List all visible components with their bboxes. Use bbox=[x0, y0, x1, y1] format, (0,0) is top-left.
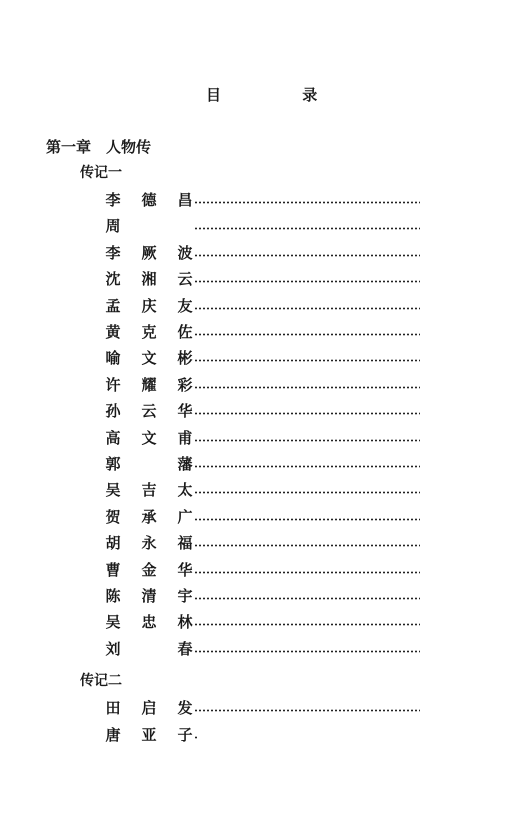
leader-dots bbox=[194, 412, 420, 415]
name-character: 孙 bbox=[105, 402, 121, 421]
name-character: 甫 bbox=[177, 428, 193, 447]
name-character bbox=[140, 215, 158, 236]
person-name bbox=[104, 268, 194, 289]
name-character: 云 bbox=[177, 270, 193, 289]
name-character: 陈 bbox=[105, 587, 121, 605]
toc-entry[interactable] bbox=[104, 215, 424, 235]
person-name bbox=[104, 295, 194, 316]
person-name bbox=[104, 427, 194, 448]
leader-dots bbox=[194, 544, 420, 547]
name-character: 云 bbox=[141, 402, 157, 421]
name-character: 刘 bbox=[105, 639, 121, 658]
toc-entry[interactable] bbox=[104, 585, 424, 605]
leader-dots bbox=[194, 359, 420, 362]
leader-dots bbox=[194, 333, 420, 336]
name-character: 德 bbox=[141, 191, 157, 209]
leader-dots bbox=[194, 623, 420, 626]
person-name bbox=[104, 638, 194, 659]
name-character: 耀 bbox=[141, 375, 157, 394]
toc-entry[interactable] bbox=[104, 374, 424, 394]
toc-entry[interactable] bbox=[104, 427, 424, 447]
name-character: 吴 bbox=[105, 613, 121, 632]
name-character: 昌 bbox=[177, 191, 193, 209]
name-character: 启 bbox=[141, 699, 157, 718]
page-title: 目 录 bbox=[206, 86, 356, 104]
person-name bbox=[104, 215, 194, 236]
name-character: 春 bbox=[177, 639, 193, 658]
name-character: 田 bbox=[105, 699, 121, 718]
name-character: 胡 bbox=[105, 534, 121, 553]
name-character: 周 bbox=[105, 217, 121, 236]
name-character: 承 bbox=[141, 507, 157, 526]
name-character bbox=[176, 215, 194, 236]
name-character: 永 bbox=[141, 534, 157, 553]
toc-entry[interactable] bbox=[104, 189, 424, 209]
name-character: 忠 bbox=[141, 613, 157, 632]
name-character: 发 bbox=[177, 699, 193, 718]
name-character: 华 bbox=[177, 560, 193, 579]
name-character: 厥 bbox=[141, 243, 157, 262]
leader-dots bbox=[194, 518, 420, 521]
toc-entry[interactable] bbox=[104, 347, 424, 367]
name-character: 华 bbox=[177, 402, 193, 421]
toc-entry[interactable] bbox=[104, 724, 424, 744]
leader-dots bbox=[194, 386, 420, 389]
name-character: 彩 bbox=[177, 375, 193, 394]
leader-dots bbox=[194, 254, 420, 257]
person-name bbox=[104, 611, 194, 632]
toc-entry[interactable] bbox=[104, 321, 424, 341]
person-name bbox=[104, 453, 194, 474]
name-character: 林 bbox=[177, 613, 193, 632]
name-character: 湘 bbox=[141, 270, 157, 289]
leader-dots bbox=[194, 201, 420, 204]
person-name bbox=[104, 532, 194, 553]
name-character: 郭 bbox=[105, 455, 121, 473]
leader-dots bbox=[194, 709, 420, 712]
toc-entry[interactable] bbox=[104, 268, 424, 288]
leader-dots bbox=[194, 227, 420, 230]
name-character: 黄 bbox=[105, 323, 121, 341]
chapter-heading: 第一章 人物传 bbox=[46, 138, 152, 156]
toc-entry[interactable] bbox=[104, 559, 424, 579]
toc-entry[interactable] bbox=[104, 611, 424, 631]
leader-dots bbox=[194, 571, 420, 574]
leader-dots bbox=[194, 280, 420, 283]
name-character: 唐 bbox=[105, 725, 121, 744]
name-character: 清 bbox=[141, 587, 157, 605]
name-character: 庆 bbox=[141, 296, 157, 315]
name-character: 佐 bbox=[177, 323, 193, 341]
toc-entry[interactable] bbox=[104, 295, 424, 315]
leader-dots bbox=[194, 597, 420, 600]
name-character: 高 bbox=[105, 428, 121, 447]
name-character: 藩 bbox=[177, 455, 193, 473]
name-character: 子 bbox=[177, 725, 193, 744]
name-character: 波 bbox=[177, 243, 193, 262]
name-character: 金 bbox=[141, 560, 157, 579]
name-character: 贺 bbox=[105, 507, 121, 526]
section-heading: 传记一 bbox=[80, 165, 122, 181]
name-character: 克 bbox=[141, 323, 157, 341]
name-character: 曹 bbox=[105, 560, 121, 579]
name-character bbox=[140, 453, 158, 474]
person-name bbox=[104, 374, 194, 395]
leader-dots bbox=[194, 491, 420, 494]
name-character: 李 bbox=[105, 191, 121, 209]
person-name bbox=[104, 559, 194, 580]
toc-entry[interactable] bbox=[104, 506, 424, 526]
name-character: 太 bbox=[177, 481, 193, 500]
name-character: 彬 bbox=[177, 349, 193, 368]
name-character: 孟 bbox=[105, 296, 121, 315]
toc-entry[interactable] bbox=[104, 400, 424, 420]
name-character: 广 bbox=[177, 507, 193, 526]
name-character: 宇 bbox=[177, 587, 193, 605]
leader-dots bbox=[194, 650, 420, 653]
name-character: 喻 bbox=[105, 349, 121, 368]
person-name bbox=[104, 697, 194, 718]
name-character: 文 bbox=[141, 428, 157, 447]
name-character: 李 bbox=[105, 243, 121, 262]
toc-entry[interactable] bbox=[104, 638, 424, 658]
person-name bbox=[104, 242, 194, 263]
person-name bbox=[104, 585, 194, 606]
person-name bbox=[104, 400, 194, 421]
person-name bbox=[104, 321, 194, 342]
name-character: 友 bbox=[177, 296, 193, 315]
section-heading: 传记二 bbox=[80, 673, 122, 690]
toc-entry[interactable] bbox=[104, 242, 424, 262]
leader-dots bbox=[194, 736, 198, 739]
person-name bbox=[104, 189, 194, 210]
name-character: 亚 bbox=[141, 725, 157, 744]
toc-entry[interactable] bbox=[104, 532, 424, 552]
leader-dots bbox=[194, 439, 420, 442]
name-character: 文 bbox=[141, 349, 157, 368]
name-character: 许 bbox=[105, 375, 121, 394]
leader-dots bbox=[194, 465, 420, 468]
toc-entry[interactable] bbox=[104, 479, 424, 499]
leader-dots bbox=[194, 307, 420, 310]
name-character: 沈 bbox=[105, 270, 121, 289]
toc-entry[interactable] bbox=[104, 697, 424, 717]
toc-entry[interactable] bbox=[104, 453, 424, 473]
person-name bbox=[104, 724, 194, 745]
name-character: 吉 bbox=[141, 481, 157, 500]
person-name bbox=[104, 347, 194, 368]
person-name bbox=[104, 506, 194, 527]
name-character: 吴 bbox=[105, 481, 121, 500]
name-character: 福 bbox=[177, 534, 193, 553]
person-name bbox=[104, 479, 194, 500]
name-character bbox=[140, 638, 158, 659]
